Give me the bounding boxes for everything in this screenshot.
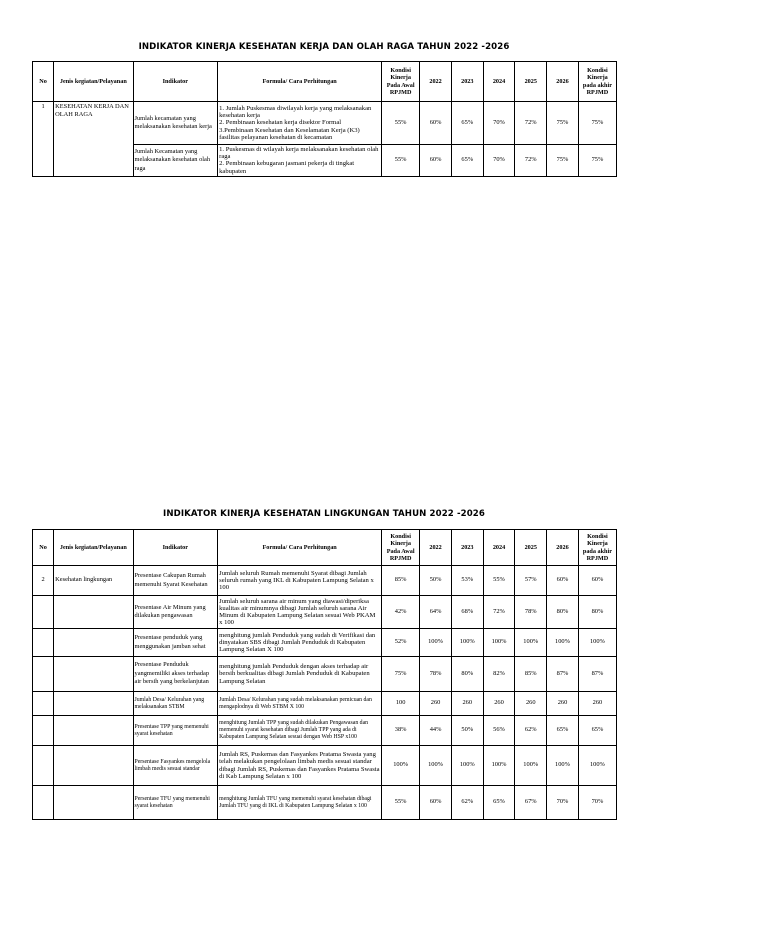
table-row: [33, 102, 617, 145]
cell-no: [33, 629, 54, 657]
table-header-row: [33, 62, 617, 102]
header-indikator: Indikator: [133, 62, 218, 102]
cell-2024: 70%: [483, 102, 515, 145]
cell-2026: 70%: [547, 786, 579, 820]
cell-2025: 260: [515, 692, 547, 716]
cell-2024: 72%: [483, 596, 515, 629]
cell-kondisi-akhir: 75%: [578, 102, 616, 145]
cell-2024: 65%: [483, 786, 515, 820]
header-jenis: Jenis kegiatan/Pelayanan: [54, 530, 133, 566]
cell-2024: 100%: [483, 629, 515, 657]
cell-no: [33, 692, 54, 716]
cell-2025: 100%: [515, 629, 547, 657]
header-2026: 2026: [547, 62, 579, 102]
cell-formula: menghitung Jumlah TPP yang sudah dilakukan Pengawasan dan memenuhi syarat kesehatan dibagi Jumlah TPP yang ada di Kabupaten Lampung Selatan sesuai dengan Web HSP x100: [218, 716, 382, 746]
cell-2026: 60%: [547, 566, 579, 596]
table-row: [33, 786, 617, 820]
cell-jenis: [54, 629, 133, 657]
header-kondisi-awal: Kondisi Kinerja Pada Awal RPJMD: [382, 62, 420, 102]
cell-indikator: Jumlah Kecamatan yang melaksanakan kesehatan olah raga: [133, 145, 218, 177]
cell-kondisi-awal: 55%: [382, 102, 420, 145]
cell-2022: 100%: [420, 629, 452, 657]
cell-2026: 80%: [547, 596, 579, 629]
table-row: [33, 566, 617, 596]
header-2022: 2022: [420, 62, 452, 102]
header-2024: 2024: [483, 530, 515, 566]
cell-kondisi-awal: 85%: [382, 566, 420, 596]
cell-kondisi-akhir: 70%: [578, 786, 616, 820]
cell-jenis: [54, 746, 133, 786]
header-kondisi-awal: Kondisi Kinerja Pada Awal RPJMD: [382, 530, 420, 566]
cell-2024: 82%: [483, 657, 515, 692]
cell-indikator: Presentase penduduk yang menggunakan jamban sehat: [133, 629, 218, 657]
cell-jenis: [54, 786, 133, 820]
cell-2023: 65%: [451, 145, 483, 177]
cell-2025: 85%: [515, 657, 547, 692]
cell-formula: 1. Jumlah Puskesmas diwilayah kerja yang melaksanakan kesehatan kerja 2. Pembinaan kesehatan kerja disektor Formal 3.Pembinaan Kesehatan dan Keselamatan Kerja (K3) fasilitas pelayanan kesehatan di kecamatan: [218, 102, 382, 145]
header-2022: 2022: [420, 530, 452, 566]
cell-kondisi-akhir: 80%: [578, 596, 616, 629]
cell-2022: 60%: [420, 145, 452, 177]
cell-2026: 100%: [547, 629, 579, 657]
cell-2022: 78%: [420, 657, 452, 692]
kesehatan-lingkungan-table: [32, 529, 617, 820]
cell-no: [33, 657, 54, 692]
cell-formula: Jumlah Desa/ Kelurahan yang sudah melaksanakan pemicuan dan mengaplodnya di Web STBM X 100: [218, 692, 382, 716]
cell-kondisi-awal: 75%: [382, 657, 420, 692]
section2-title: INDIKATOR KINERJA KESEHATAN LINGKUNGAN TAHUN 2022 -2026: [163, 509, 485, 519]
cell-kondisi-awal: 38%: [382, 716, 420, 746]
cell-2026: 100%: [547, 746, 579, 786]
cell-kondisi-awal: 42%: [382, 596, 420, 629]
cell-kondisi-akhir: 260: [578, 692, 616, 716]
cell-indikator: Persentase TFU yang memenuhi syarat kesehatan: [133, 786, 218, 820]
cell-2023: 100%: [451, 629, 483, 657]
cell-kondisi-akhir: 100%: [578, 746, 616, 786]
table-row: [33, 657, 617, 692]
cell-indikator: Presentase Air Minum yang dilakukan pengawasan: [133, 596, 218, 629]
cell-2026: 75%: [547, 145, 579, 177]
cell-formula: Jumlah RS, Puskemas dan Fasyankes Pratama Swasta yang telah melakukan pengelolaan limbah medis sesuai standar dibagi Jumlah RS, Puskemas dan Fasyankes Pratama Swasta di Kab Lampung Selatan x 100: [218, 746, 382, 786]
cell-2026: 65%: [547, 716, 579, 746]
cell-2025: 72%: [515, 102, 547, 145]
cell-no: 1: [33, 102, 54, 177]
cell-2024: 70%: [483, 145, 515, 177]
section1-title: INDIKATOR KINERJA KESEHATAN KERJA DAN OLAH RAGA TAHUN 2022 -2026: [138, 42, 510, 52]
cell-formula: Jumlah seluruh Rumah memenuhi Syarat dibagi Jumlah seluruh rumah yang IKL di Kabupaten Lampung Selatan x 100: [218, 566, 382, 596]
cell-2022: 100%: [420, 746, 452, 786]
cell-no: [33, 746, 54, 786]
cell-2024: 100%: [483, 746, 515, 786]
header-indikator: Indikator: [133, 530, 218, 566]
cell-2023: 80%: [451, 657, 483, 692]
table-row: [33, 746, 617, 786]
header-2025: 2025: [515, 530, 547, 566]
cell-indikator: Presentase Cakupan Rumah memenuhi Syarat Kesehatan: [133, 566, 218, 596]
cell-kondisi-awal: 55%: [382, 145, 420, 177]
cell-formula: menghitung Jumlah TFU yang memenuhi syarat kesehatan dibagi Jumlah TFU yang di IKL di Kabupaten Lampung Selatan x 100: [218, 786, 382, 820]
header-formula: Formula/ Cara Perhitungan: [218, 62, 382, 102]
cell-formula: menghitung jumlah Penduduk yang sudah di Verifikasi dan dinyatakan SBS dibagi Jumlah Penduduk di Kabupaten Lampung Selatan X 100: [218, 629, 382, 657]
header-2025: 2025: [515, 62, 547, 102]
header-2026: 2026: [547, 530, 579, 566]
cell-formula: 1. Puskesmas di wilayah kerja melaksanakan kesehatan olah raga 2. Pembinaan kebugaran jasmani pekerja di tingkat kabupaten: [218, 145, 382, 177]
table-header-row: [33, 530, 617, 566]
cell-jenis: KESEHATAN KERJA DAN OLAH RAGA: [54, 102, 133, 177]
cell-2024: 56%: [483, 716, 515, 746]
cell-no: [33, 716, 54, 746]
cell-kondisi-akhir: 65%: [578, 716, 616, 746]
table-row: [33, 596, 617, 629]
cell-jenis: [54, 716, 133, 746]
cell-formula: menghitung jumlah Penduduk dengan akses terhadap air bersih berkualitas dibagi Jumlah Penduduk di Kabupaten Lampung Selatan: [218, 657, 382, 692]
table-row: [33, 629, 617, 657]
header-2024: 2024: [483, 62, 515, 102]
cell-2023: 100%: [451, 746, 483, 786]
cell-2025: 67%: [515, 786, 547, 820]
cell-kondisi-akhir: 100%: [578, 629, 616, 657]
cell-jenis: [54, 657, 133, 692]
header-jenis: Jenis kegiatan/Pelayanan: [54, 62, 133, 102]
cell-2025: 57%: [515, 566, 547, 596]
cell-indikator: Persentase Fasyankes mengelola limbah medis sesuai standar: [133, 746, 218, 786]
cell-2023: 68%: [451, 596, 483, 629]
cell-2024: 55%: [483, 566, 515, 596]
header-2023: 2023: [451, 62, 483, 102]
cell-2022: 60%: [420, 102, 452, 145]
cell-2023: 50%: [451, 716, 483, 746]
cell-2023: 62%: [451, 786, 483, 820]
cell-2026: 75%: [547, 102, 579, 145]
cell-jenis: [54, 692, 133, 716]
cell-jenis: Kesehatan lingkungan: [54, 566, 133, 596]
header-2023: 2023: [451, 530, 483, 566]
cell-kondisi-akhir: 87%: [578, 657, 616, 692]
cell-2022: 64%: [420, 596, 452, 629]
cell-indikator: Jumlah kecamatan yang melaksanakan kesehatan kerja: [133, 102, 218, 145]
cell-formula: Jumlah seluruh sarana air minum yang diawasi/diperiksa kualitas air minumnya dibagi Jumlah seluruh sarana Air Minum di Kabupaten Lampung Selatan sesuai Web PKAM x 100: [218, 596, 382, 629]
cell-no: [33, 786, 54, 820]
cell-2026: 260: [547, 692, 579, 716]
header-no: No: [33, 530, 54, 566]
cell-indikator: Presentase Penduduk yangmemiliki akses terhadap air bersih yang berkelanjutan: [133, 657, 218, 692]
table-row: [33, 716, 617, 746]
cell-2025: 78%: [515, 596, 547, 629]
cell-2022: 50%: [420, 566, 452, 596]
header-formula: Formula/ Cara Perhitungan: [218, 530, 382, 566]
header-kondisi-akhir: Kondisi Kinerja pada akhir RPJMD: [578, 530, 616, 566]
cell-2023: 260: [451, 692, 483, 716]
cell-2026: 87%: [547, 657, 579, 692]
header-no: No: [33, 62, 54, 102]
cell-kondisi-akhir: 60%: [578, 566, 616, 596]
cell-2024: 260: [483, 692, 515, 716]
cell-2022: 260: [420, 692, 452, 716]
header-kondisi-akhir: Kondisi Kinerja pada akhir RPJMD: [578, 62, 616, 102]
cell-2025: 100%: [515, 746, 547, 786]
cell-indikator: Presentase TPP yang memenuhi syarat kesehatan: [133, 716, 218, 746]
cell-no: [33, 596, 54, 629]
kesehatan-kerja-table: [32, 61, 617, 177]
cell-kondisi-awal: 52%: [382, 629, 420, 657]
cell-2023: 65%: [451, 102, 483, 145]
table-row: [33, 692, 617, 716]
cell-kondisi-awal: 55%: [382, 786, 420, 820]
cell-2025: 62%: [515, 716, 547, 746]
cell-kondisi-akhir: 75%: [578, 145, 616, 177]
cell-2022: 60%: [420, 786, 452, 820]
cell-2022: 44%: [420, 716, 452, 746]
cell-2023: 53%: [451, 566, 483, 596]
cell-2025: 72%: [515, 145, 547, 177]
cell-kondisi-awal: 100%: [382, 746, 420, 786]
cell-kondisi-awal: 100: [382, 692, 420, 716]
cell-jenis: [54, 596, 133, 629]
cell-no: 2: [33, 566, 54, 596]
cell-indikator: Jumlah Desa/ Kelurahan yang melaksanakan STBM: [133, 692, 218, 716]
